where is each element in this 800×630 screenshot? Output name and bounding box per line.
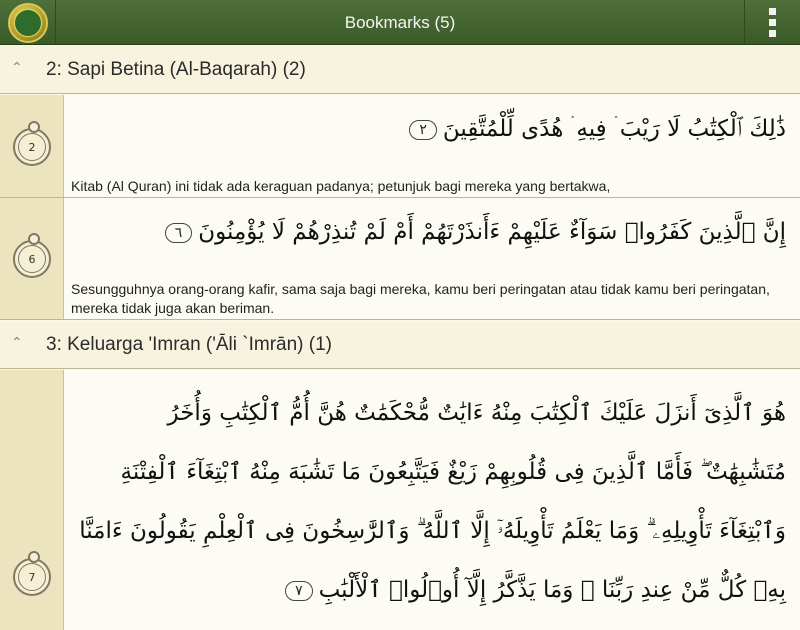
overflow-menu-button[interactable]: [744, 0, 800, 45]
app-logo-button[interactable]: [0, 0, 56, 45]
ayah-number: 6: [28, 252, 36, 266]
ayah-gutter: [0, 95, 64, 197]
group-header-ali-imran[interactable]: [0, 321, 800, 369]
quran-logo-icon: [8, 3, 48, 43]
ayah-number-medallion-icon: [13, 240, 51, 278]
ayah-end-marker: ٦: [165, 223, 193, 243]
ayah-end-marker: ٧: [285, 581, 313, 601]
arabic-text: إِنَّ ٱلَّذِينَ كَفَرُوا۟ سَوَآءٌ عَلَيْهِمْ ءَأَنذَرْتَهُمْ أَمْ لَمْ تُنذِرْهُمْ لَا يُؤْمِنُونَ٦: [72, 214, 786, 250]
ayah-number-medallion-icon: [13, 128, 51, 166]
action-bar: [0, 0, 800, 45]
arabic-text: ذَٰلِكَ ٱلْكِتَٰبُ لَا رَيْبَ ۛ فِيهِ ۛ هُدًى لِّلْمُتَّقِينَ٢: [72, 111, 786, 147]
chevron-up-icon: ⌃: [11, 335, 23, 351]
bookmark-row[interactable]: [0, 198, 800, 320]
bookmark-row[interactable]: [0, 95, 800, 198]
group-title: 3: Keluarga 'Imran ('Āli `Imrān) (1): [46, 334, 333, 355]
ayah-end-marker: ٢: [409, 120, 437, 140]
ayah-number: 2: [28, 140, 36, 154]
chevron-up-icon: ⌃: [11, 60, 23, 76]
ayah-number-medallion-icon: [13, 558, 51, 596]
ayah-gutter: [0, 198, 64, 319]
bookmark-row[interactable]: [0, 370, 800, 630]
ayah-number: 7: [28, 570, 36, 584]
group-header-al-baqarah[interactable]: [0, 46, 800, 94]
arabic-text: هُوَ ٱلَّذِىٓ أَنزَلَ عَلَيْكَ ٱلْكِتَٰبَ مِنْهُ ءَايَٰتٌ مُّحْكَمَٰتٌ هُنَّ أُمُّ ٱلْكِتَٰبِ وَأُخَرُ مُتَشَٰبِهَٰتٌ ۖ فَأَمَّا ٱلَّذِينَ فِى قُلُوبِهِمْ زَيْغٌ فَيَتَّبِعُونَ مَا تَشَٰبَهَ مِنْهُ ٱبْتِغَآءَ ٱلْفِتْنَةِ وَٱبْتِغَآءَ تَأْوِيلِهِۦ ۗ وَمَا يَعْلَمُ تَأْوِيلَهُۥٓ إِلَّا ٱللَّهُ ۗ وَٱلرَّٰسِخُونَ فِى ٱلْعِلْمِ يَقُولُونَ ءَامَنَّا بِهِۦ كُلٌّ مِّنْ عِندِ رَبِّنَا ۗ وَمَا يَذَّكَّرُ إِلَّآ أُو۟لُوا۟ ٱلْأَلْبَٰبِ٧: [79, 400, 786, 603]
translation-text: Kitab (Al Quran) ini tidak ada keraguan padanya; petunjuk bagi mereka yang bertakwa,: [71, 178, 611, 194]
translation-text: Sesungguhnya orang-orang kafir, sama saja bagi mereka, kamu beri peringatan atau tidak kamu beri peringatan, mereka tidak juga akan beriman.: [71, 281, 770, 316]
ayah-gutter: [0, 370, 64, 630]
group-title: 2: Sapi Betina (Al-Baqarah) (2): [46, 59, 306, 80]
page-title: Bookmarks (5): [344, 13, 456, 32]
